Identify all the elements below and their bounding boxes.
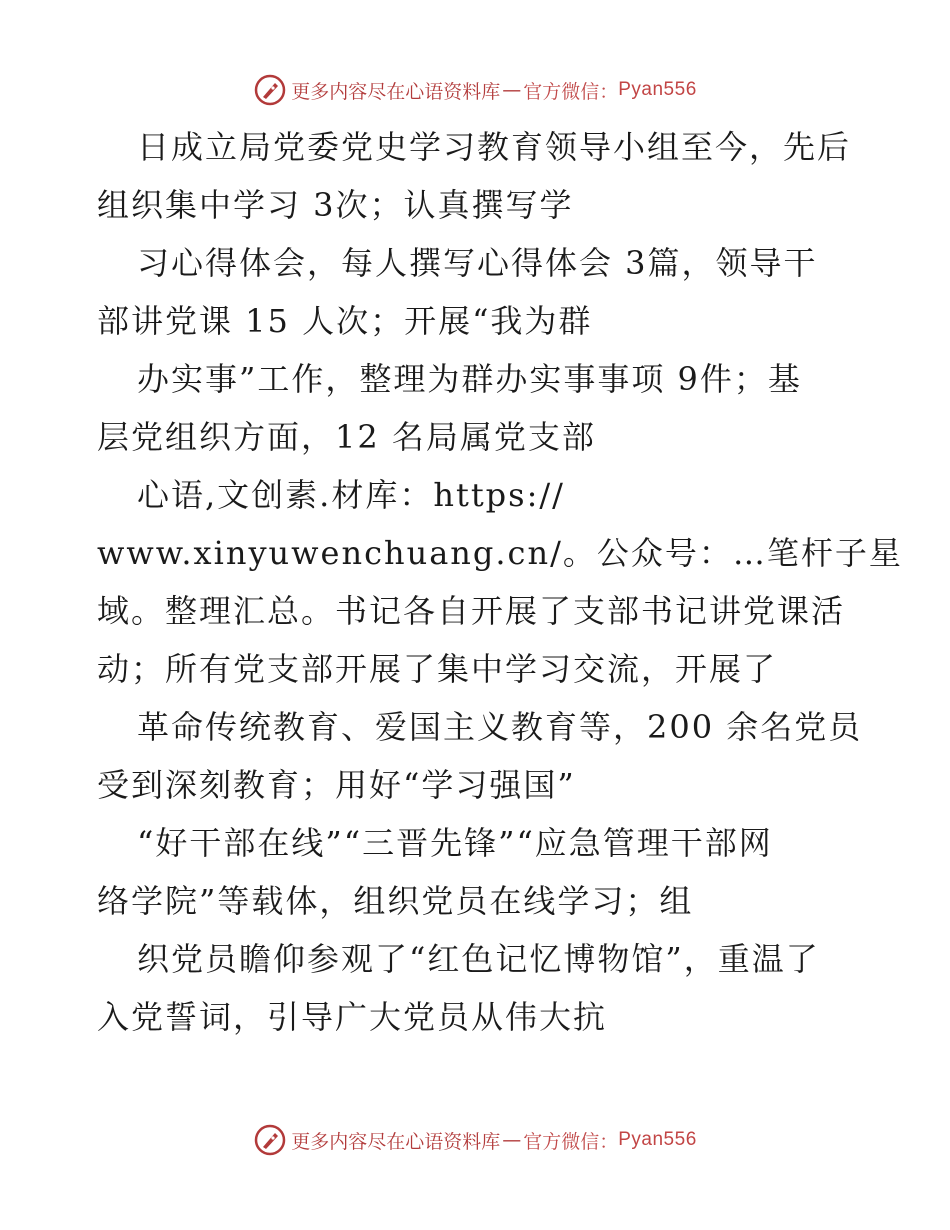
body-line: 部讲党课 15 人次；开展“我为群 — [97, 302, 593, 340]
body-line: 入党誓词，引导广大党员从伟大抗 — [97, 998, 608, 1036]
body-line: 习心得体会，每人撰写心得体会 3篇，领导干 — [137, 244, 818, 282]
body-line: 织党员瞻仰参观了“红色记忆博物馆”，重温了 — [137, 940, 820, 978]
banner-wechat-id: Pyan556 — [618, 1129, 697, 1150]
body-line: 革命传统教育、爱国主义教育等，200 余名党员 — [137, 708, 863, 746]
header-banner — [0, 70, 950, 110]
banner-separator: — — [502, 79, 522, 101]
banner-wechat-label: 官方微信： — [523, 80, 619, 103]
banner-wechat-label: 官方微信： — [523, 1130, 619, 1153]
footer-banner — [0, 1120, 950, 1160]
body-line: 域。整理汇总。书记各自开展了支部书记讲党课活 — [97, 592, 846, 630]
body-line: 受到深刻教育；用好“学习强国” — [97, 766, 576, 804]
body-line: 心语,文创素.材库：https:// — [137, 476, 565, 514]
body-line: “好干部在线”“三晋先锋”“应急管理干部网 — [137, 824, 773, 862]
pen-nib-circle-icon — [253, 73, 287, 107]
body-line: 络学院”等载体，组织党员在线学习；组 — [97, 882, 694, 920]
banner-text: 更多内容尽在心语资料库 — [291, 1130, 501, 1153]
body-line: 动；所有党支部开展了集中学习交流，开展了 — [97, 650, 778, 688]
banner-wechat-id: Pyan556 — [618, 79, 697, 100]
body-line: 层党组织方面，12 名局属党支部 — [97, 418, 596, 456]
body-line: 组织集中学习 3次；认真撰写学 — [97, 186, 574, 224]
body-line: 办实事”工作，整理为群办实事事项 9件；基 — [137, 360, 802, 398]
pen-nib-circle-icon — [253, 1123, 287, 1157]
banner-separator: — — [502, 1129, 522, 1151]
body-line: 日成立局党委党史学习教育领导小组至今，先后 — [137, 128, 852, 166]
body-line: www.xinyuwenchuang.cn/。公众号：…笔杆子星 — [97, 534, 903, 572]
document-body — [97, 118, 903, 1046]
banner-text: 更多内容尽在心语资料库 — [291, 80, 501, 103]
